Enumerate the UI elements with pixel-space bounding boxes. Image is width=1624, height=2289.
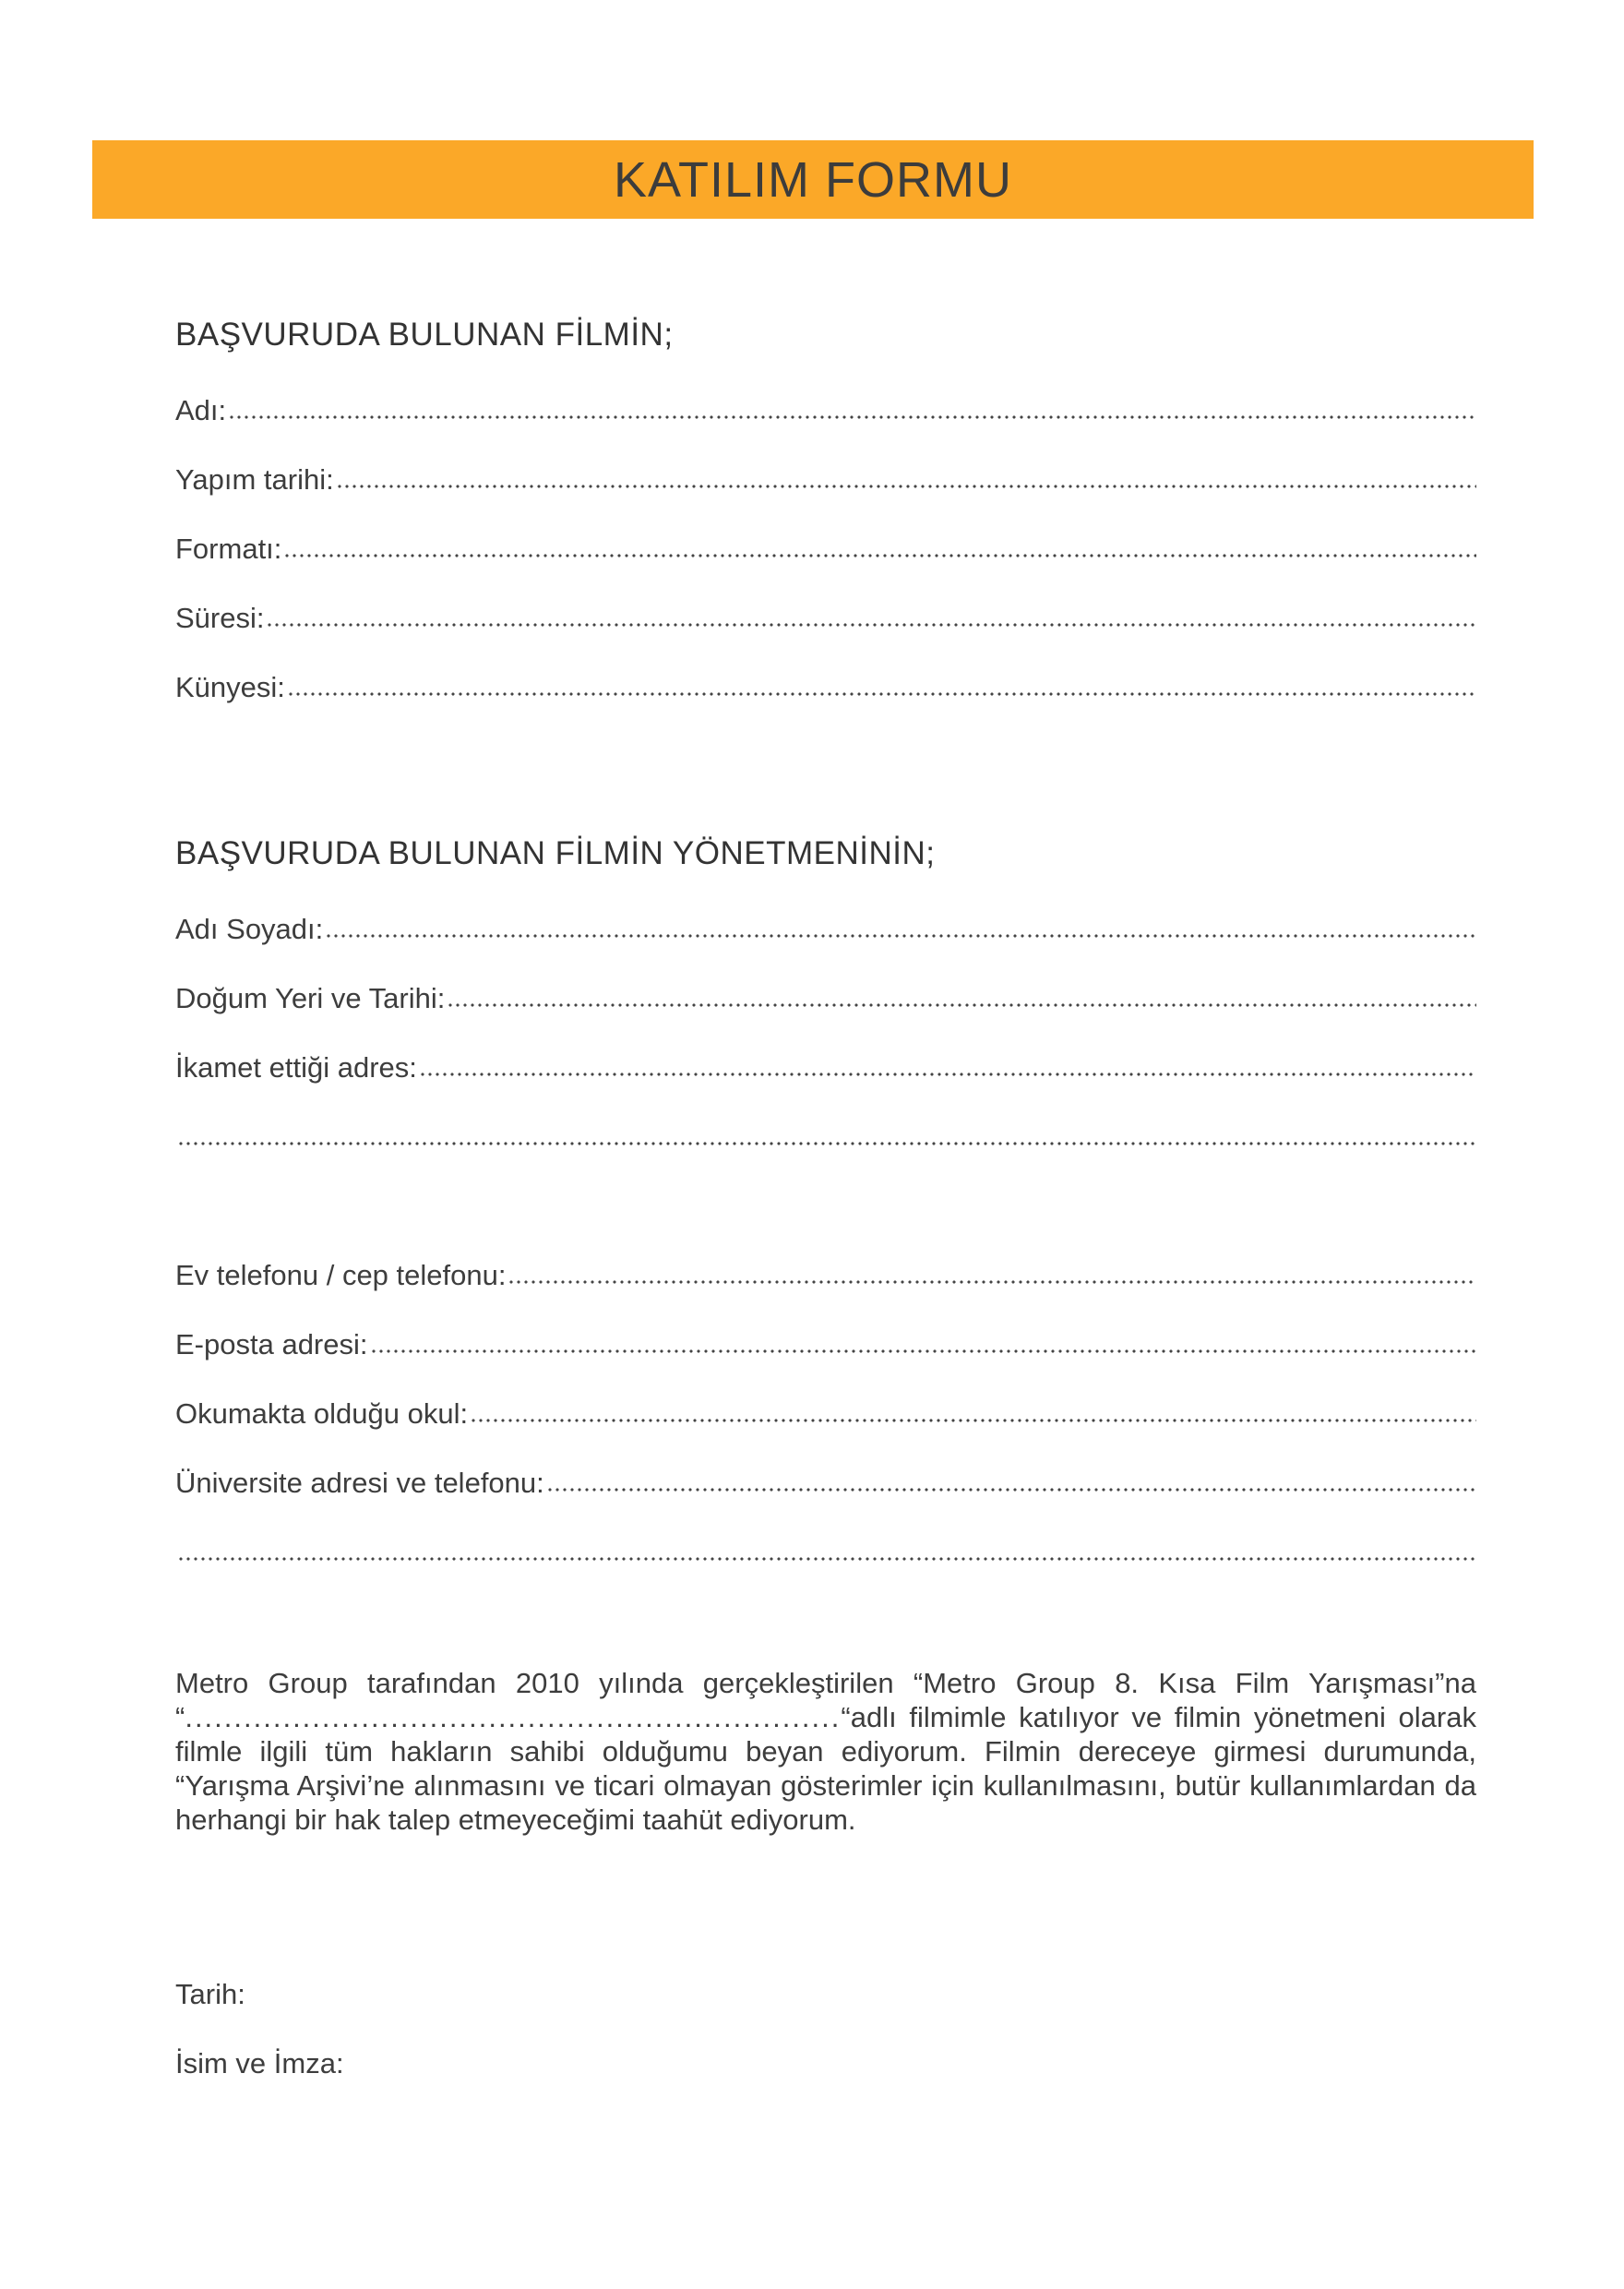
email-label: E-posta adresi: xyxy=(175,1328,368,1360)
film-section-heading: BAŞVURUDA BULUNAN FİLMİN; xyxy=(175,317,674,353)
production-date-label: Yapım tarihi: xyxy=(175,463,334,496)
residence-address-blank[interactable] xyxy=(419,1073,1476,1076)
birth-place-date-field[interactable] xyxy=(175,975,1476,1015)
format-blank[interactable] xyxy=(283,554,1476,557)
name-signature-label: İsim ve İmza: xyxy=(175,2047,344,2079)
duration-blank[interactable] xyxy=(266,623,1476,627)
university-address-phone-label: Üniversite adresi ve telefonu: xyxy=(175,1467,544,1499)
university-address-continued-blank[interactable] xyxy=(177,1557,1476,1561)
residence-address-continued-field[interactable] xyxy=(175,1113,1476,1154)
phone-label: Ev telefonu / cep telefonu: xyxy=(175,1259,507,1291)
form-title: KATILIM FORMU xyxy=(613,151,1012,208)
director-name-field[interactable] xyxy=(175,905,1476,946)
phone-blank[interactable] xyxy=(508,1280,1476,1284)
film-name-field[interactable] xyxy=(175,387,1476,427)
duration-field[interactable] xyxy=(175,594,1476,635)
phone-field[interactable] xyxy=(175,1252,1476,1292)
school-field[interactable] xyxy=(175,1390,1476,1431)
duration-label: Süresi: xyxy=(175,602,265,634)
credits-label: Künyesi: xyxy=(175,671,285,703)
university-address-continued-field[interactable] xyxy=(175,1528,1476,1569)
director-name-label: Adı Soyadı: xyxy=(175,913,324,945)
email-field[interactable] xyxy=(175,1321,1476,1361)
production-date-field[interactable] xyxy=(175,456,1476,497)
residence-address-field[interactable] xyxy=(175,1044,1476,1085)
format-field[interactable] xyxy=(175,525,1476,566)
email-blank[interactable] xyxy=(370,1349,1477,1353)
declaration-statement xyxy=(175,1666,1476,1837)
university-address-phone-blank[interactable] xyxy=(546,1488,1476,1492)
credits-blank[interactable] xyxy=(287,692,1476,696)
university-address-phone-field[interactable] xyxy=(175,1459,1476,1500)
declaration-text-end: “adlı filmimle katılıyor ve filmin yönetmeni olarak filmle ilgili tüm hakların sahibi olduğumu beyan ediyorum. Filmin dereceye girmesi durumunda, “Yarışma Arşivi’ne alınmasını ve ticari olmayan gösterimler için kullanılmasını, butür kullanımlardan da herhangi bir hak talep etmeyeceğimi taahüt ediyorum. xyxy=(175,1701,1476,1836)
director-section-heading: BAŞVURUDA BULUNAN FİLMİN YÖNETMENİNİN; xyxy=(175,835,936,871)
film-name-label: Adı: xyxy=(175,394,227,426)
residence-address-continued-blank[interactable] xyxy=(177,1142,1476,1145)
director-name-blank[interactable] xyxy=(325,934,1476,938)
declaration-text-start: Metro Group tarafından 2010 yılında gerçekleştirilen “Metro Group 8. Kısa Film Yarışması”na “ xyxy=(175,1667,1476,1733)
production-date-blank[interactable] xyxy=(336,485,1476,488)
film-title-blank[interactable]: ................................................................... xyxy=(185,1701,842,1733)
birth-place-date-blank[interactable] xyxy=(447,1003,1476,1007)
format-label: Formatı: xyxy=(175,533,282,565)
birth-place-date-label: Doğum Yeri ve Tarihi: xyxy=(175,982,446,1014)
residence-address-label: İkamet ettiği adres: xyxy=(175,1051,417,1084)
form-title-bar xyxy=(92,140,1534,219)
school-blank[interactable] xyxy=(470,1419,1476,1422)
credits-field[interactable] xyxy=(175,664,1476,704)
film-name-blank[interactable] xyxy=(228,415,1476,419)
date-label: Tarih: xyxy=(175,1978,245,2010)
school-label: Okumakta olduğu okul: xyxy=(175,1397,469,1430)
